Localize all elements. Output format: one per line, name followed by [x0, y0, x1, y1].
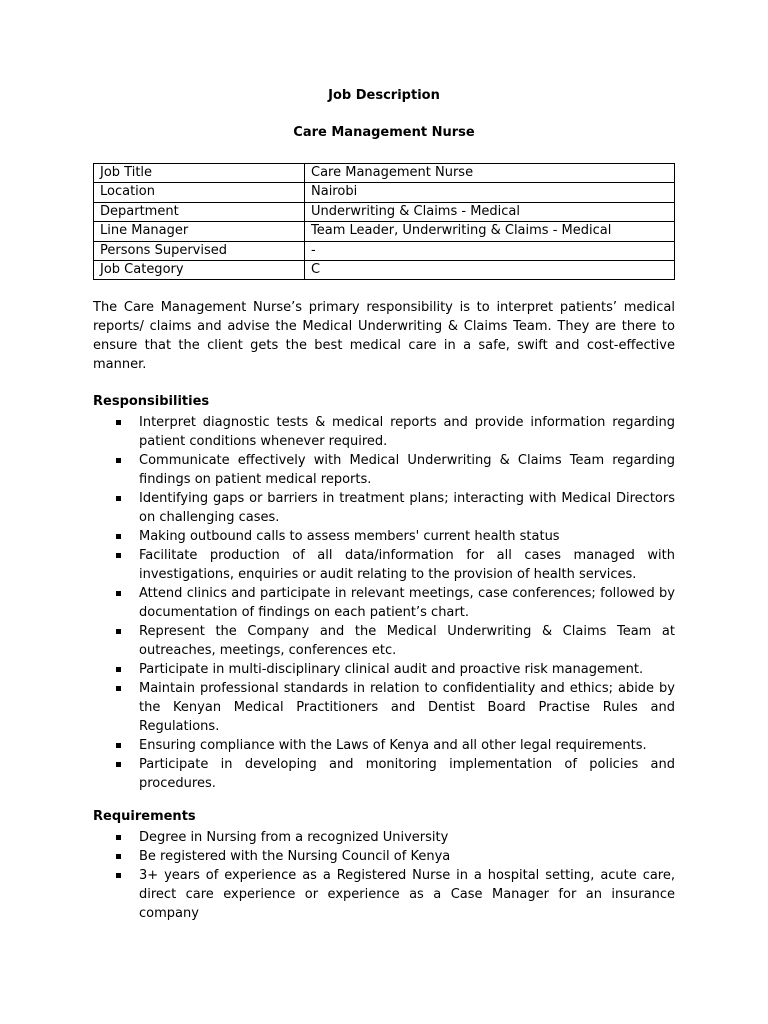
square-bullet-icon — [116, 686, 121, 691]
intro-paragraph: The Care Management Nurse’s primary responsibility is to interpret patients’ medical reports/ claims and advise the Medical Underwriting & Claims Team. They are there to ensure that the client gets the best medical care in a safe, swift and cost-effective manner. — [93, 300, 675, 372]
square-bullet-icon — [116, 629, 121, 634]
list-item-text: Represent the Company and the Medical Underwriting & Claims Team at outreaches, meetings, conferences etc. — [139, 624, 675, 658]
list-item — [93, 546, 675, 584]
square-bullet-icon — [116, 420, 121, 425]
list-item-text: Facilitate production of all data/information for all cases managed with investigations, enquiries or audit relating to the provision of health services. — [139, 548, 675, 582]
row-value: Underwriting & Claims - Medical — [305, 202, 675, 221]
row-label: Line Manager — [94, 222, 305, 241]
square-bullet-icon — [116, 496, 121, 501]
list-item — [93, 866, 675, 923]
list-item-text: Maintain professional standards in relation to confidentiality and ethics; abide by the Kenyan Medical Practitioners and Dentist Board Practise Rules and Regulations. — [139, 681, 675, 734]
list-item — [93, 413, 675, 451]
document-subtitle: Care Management Nurse — [293, 125, 475, 140]
row-value: Nairobi — [305, 183, 675, 202]
table-row — [94, 183, 675, 202]
list-item-text: 3+ years of experience as a Registered Nurse in a hospital setting, acute care, direct care experience or experience as a Case Manager for an insurance company — [139, 868, 675, 921]
table-row — [94, 202, 675, 221]
row-label: Persons Supervised — [94, 241, 305, 260]
document-title: Job Description — [328, 88, 440, 103]
list-item-text: Communicate effectively with Medical Underwriting & Claims Team regarding findings on patient medical reports. — [139, 453, 675, 487]
list-item-text: Degree in Nursing from a recognized University — [139, 830, 449, 845]
table-row — [94, 260, 675, 279]
square-bullet-icon — [116, 743, 121, 748]
square-bullet-icon — [116, 591, 121, 596]
list-item — [93, 679, 675, 736]
requirements-list — [93, 828, 675, 923]
row-label: Job Title — [94, 164, 305, 183]
square-bullet-icon — [116, 458, 121, 463]
list-item — [93, 527, 675, 546]
list-item-text: Making outbound calls to assess members' current health status — [139, 529, 560, 544]
list-item — [93, 489, 675, 527]
table-row — [94, 164, 675, 183]
list-item-text: Participate in developing and monitoring implementation of policies and procedures. — [139, 757, 675, 791]
table-row — [94, 241, 675, 260]
square-bullet-icon — [116, 854, 121, 859]
square-bullet-icon — [116, 873, 121, 878]
list-item — [93, 828, 675, 847]
square-bullet-icon — [116, 534, 121, 539]
list-item — [93, 622, 675, 660]
row-value: Team Leader, Underwriting & Claims - Medical — [305, 222, 675, 241]
list-item-text: Attend clinics and participate in relevant meetings, case conferences; followed by documentation of findings on each patient’s chart. — [139, 586, 675, 620]
list-item — [93, 736, 675, 755]
square-bullet-icon — [116, 667, 121, 672]
list-item — [93, 451, 675, 489]
square-bullet-icon — [116, 762, 121, 767]
row-value: C — [305, 260, 675, 279]
requirements-heading: Requirements — [93, 809, 196, 824]
job-info-table — [93, 163, 675, 280]
list-item — [93, 847, 675, 866]
list-item-text: Interpret diagnostic tests & medical reports and provide information regarding patient conditions whenever required. — [139, 415, 675, 449]
list-item-text: Ensuring compliance with the Laws of Kenya and all other legal requirements. — [139, 738, 647, 753]
square-bullet-icon — [116, 835, 121, 840]
row-value: - — [305, 241, 675, 260]
list-item — [93, 755, 675, 793]
table-row — [94, 222, 675, 241]
list-item — [93, 660, 675, 679]
row-label: Job Category — [94, 260, 305, 279]
list-item — [93, 584, 675, 622]
row-label: Location — [94, 183, 305, 202]
row-value: Care Management Nurse — [305, 164, 675, 183]
row-label: Department — [94, 202, 305, 221]
square-bullet-icon — [116, 553, 121, 558]
list-item-text: Participate in multi-disciplinary clinical audit and proactive risk management. — [139, 662, 644, 677]
list-item-text: Identifying gaps or barriers in treatment plans; interacting with Medical Directors on challenging cases. — [139, 491, 675, 525]
responsibilities-list — [93, 413, 675, 793]
responsibilities-heading: Responsibilities — [93, 394, 210, 409]
list-item-text: Be registered with the Nursing Council of Kenya — [139, 849, 451, 864]
